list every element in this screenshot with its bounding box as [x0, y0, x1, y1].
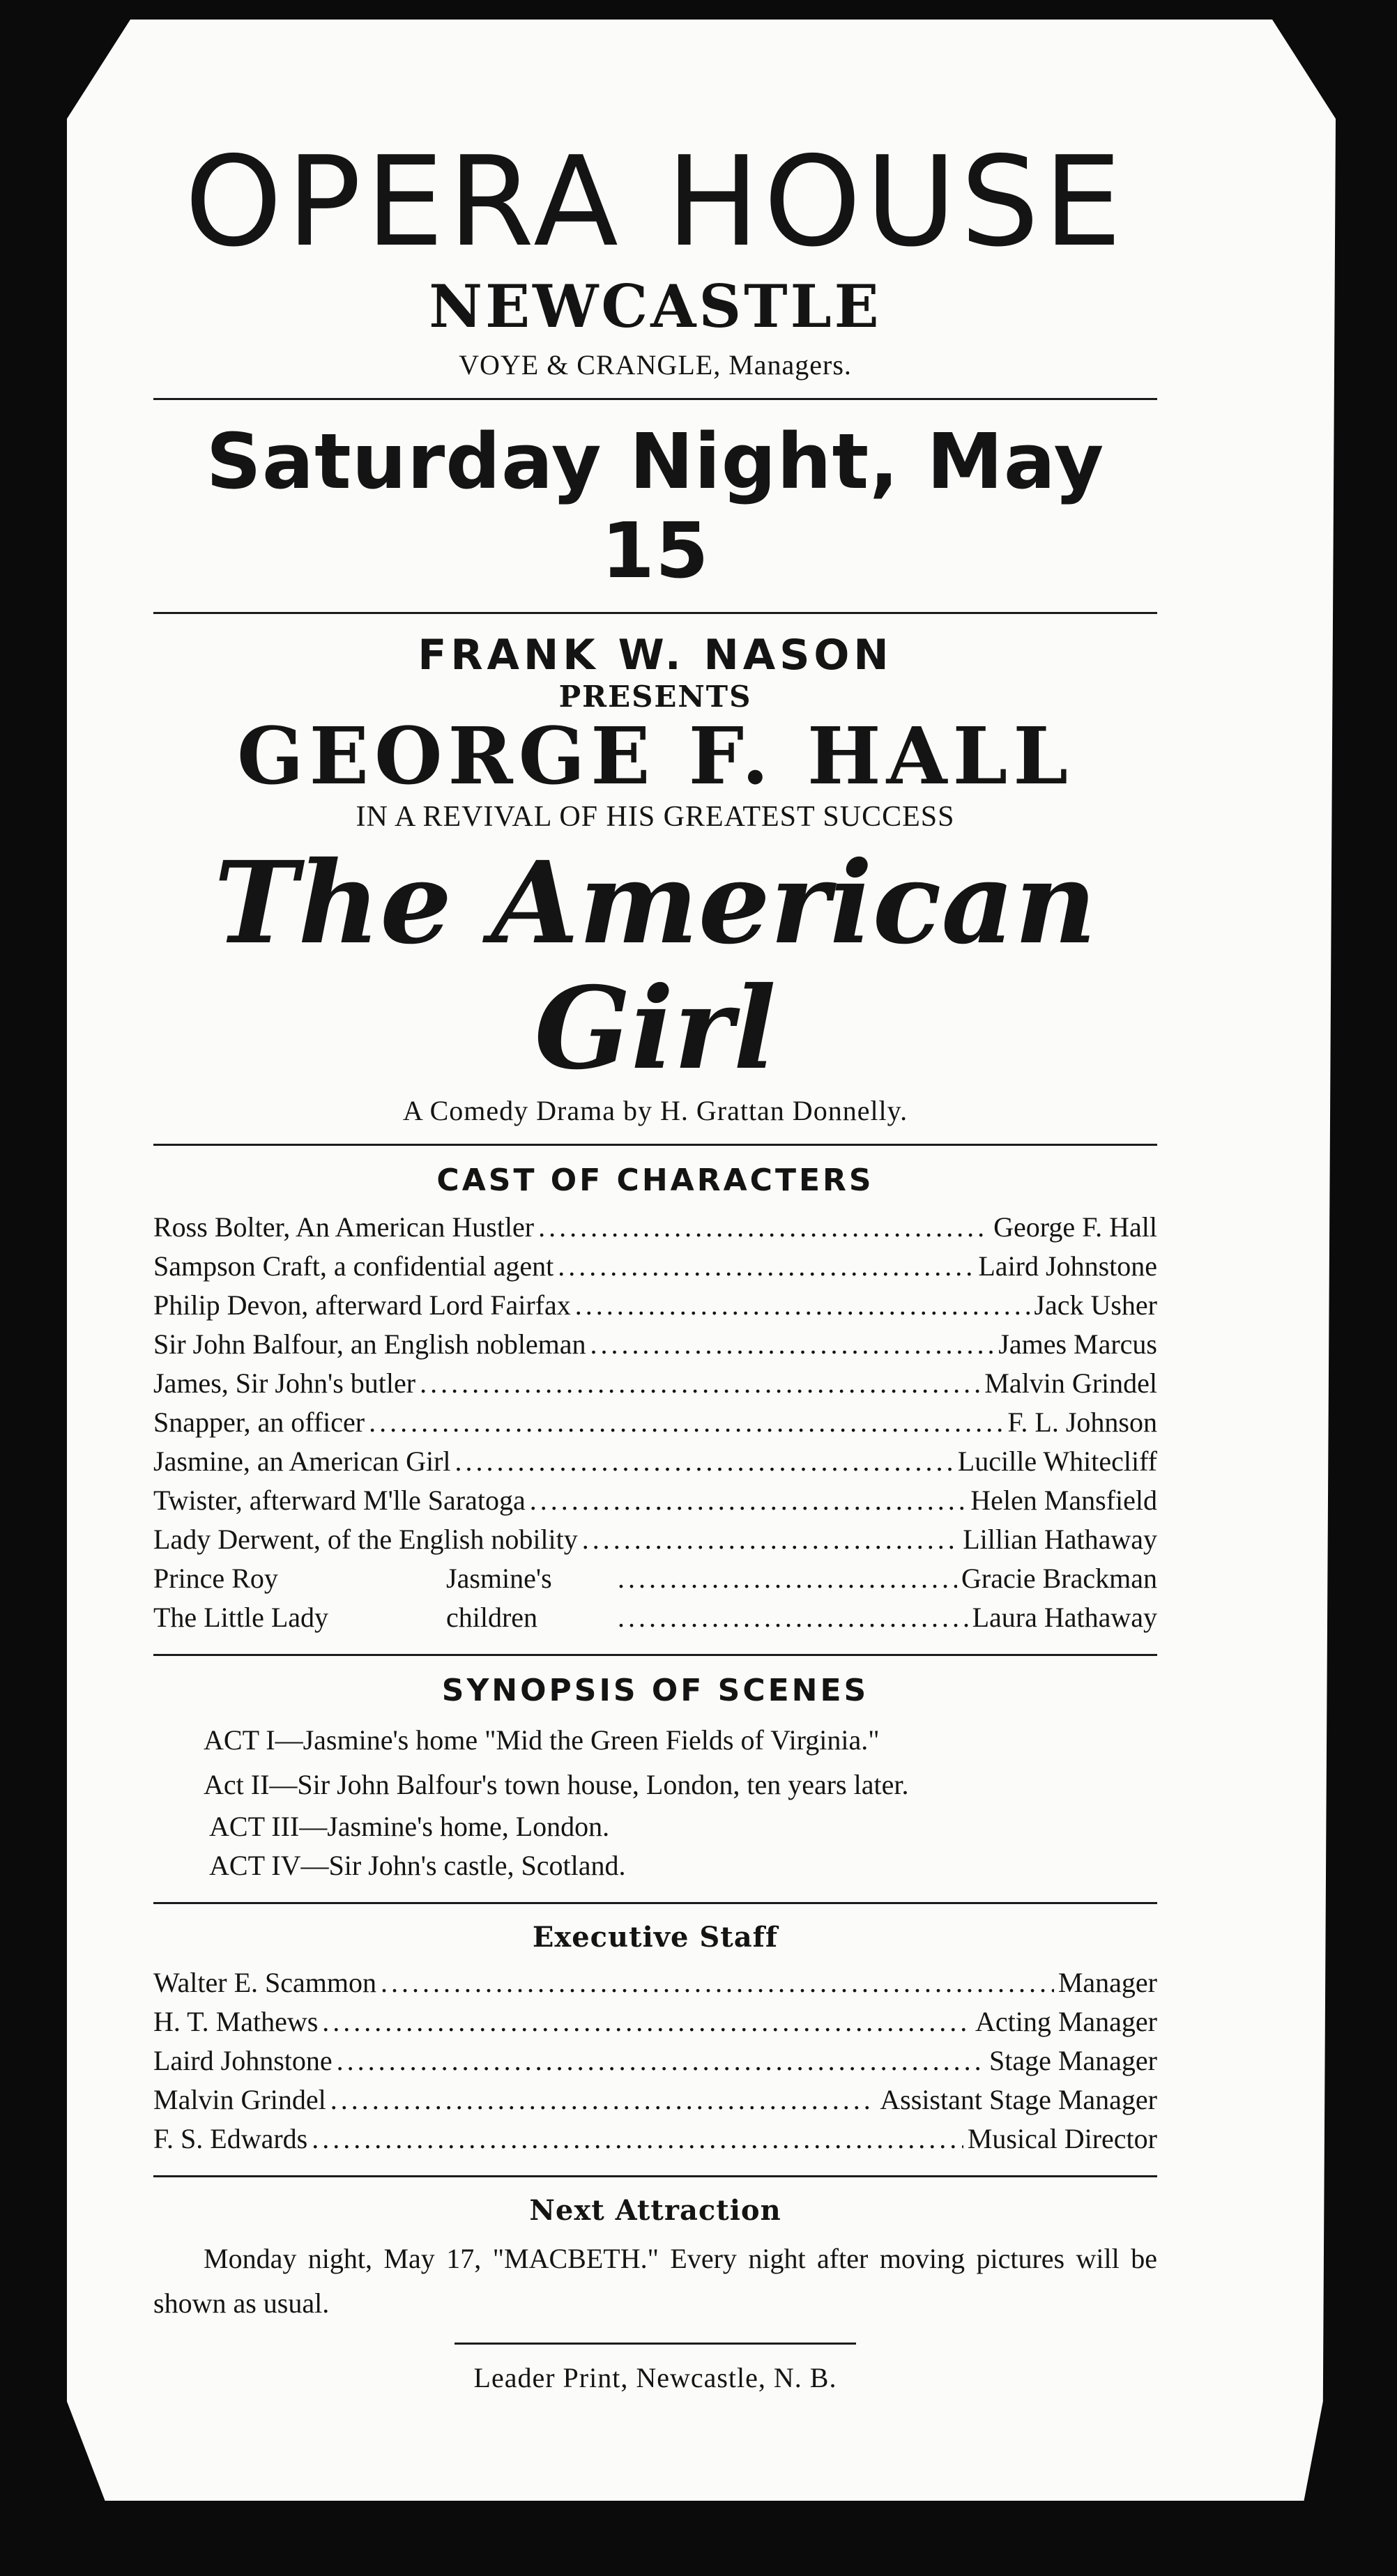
cast-row [153, 1403, 1157, 1442]
leader-dots [618, 1559, 957, 1598]
leader-dots [312, 2119, 963, 2159]
actor: Lillian Hathaway [963, 1524, 1157, 1555]
cast-row [153, 1559, 1157, 1598]
actor: F. L. Johnson [1007, 1406, 1157, 1438]
character: Snapper, an officer [153, 1406, 365, 1438]
revival-line: IN A REVIVAL OF HIS GREATEST SUCCESS [356, 801, 955, 833]
divider [153, 1654, 1157, 1656]
leader-dots [538, 1208, 989, 1247]
staff-title: Assistant Stage Manager [880, 2084, 1157, 2115]
character: Twister, afterward M'lle Saratoga [153, 1485, 526, 1516]
children-group-label: Jasmine's [446, 1563, 552, 1594]
cast-row [153, 1247, 1157, 1286]
staff-name: Laird Johnstone [153, 2045, 333, 2076]
cast-list [153, 1208, 1157, 1637]
divider [455, 2343, 856, 2345]
divider [153, 398, 1157, 400]
cast-heading: CAST OF CHARACTERS [436, 1163, 874, 1198]
staff-title: Acting Manager [975, 2006, 1157, 2037]
character: The Little Lady [153, 1602, 329, 1633]
leader-dots [575, 1286, 1030, 1325]
leader-dots [582, 1520, 959, 1559]
character: Jasmine, an American Girl [153, 1446, 451, 1477]
cast-row [153, 1286, 1157, 1325]
staff-row [153, 2080, 1157, 2119]
leader-dots [618, 1598, 968, 1637]
staff-row [153, 2119, 1157, 2159]
leader-dots [322, 2002, 971, 2041]
leader-dots [381, 1963, 1054, 2002]
actor: Laird Johnstone [978, 1250, 1157, 1282]
leader-dots [590, 1325, 995, 1364]
actor: Jack Usher [1034, 1289, 1157, 1321]
play-title: The American Girl [213, 837, 1097, 1095]
cast-row [153, 1442, 1157, 1481]
staff-title: Manager [1058, 1967, 1157, 1998]
children-group-label: children [446, 1602, 538, 1633]
actor: Gracie Brackman [961, 1563, 1157, 1594]
cast-row [153, 1598, 1157, 1637]
staff-heading: Executive Staff [532, 1921, 779, 1954]
staff-row [153, 2002, 1157, 2041]
venue-title: OPERA HOUSE [184, 130, 1127, 274]
performance-date: Saturday Night, May 15 [206, 417, 1105, 595]
next-attraction-text: Monday night, May 17, "MACBETH." Every night after moving pictures will be shown as usual. [153, 2243, 1157, 2319]
staff-list [153, 1963, 1157, 2159]
playbill-content [153, 105, 1157, 2394]
character: Ross Bolter, An American Hustler [153, 1211, 535, 1243]
star-name: GEORGE F. HALL [236, 711, 1074, 802]
actor: James Marcus [998, 1328, 1157, 1360]
staff-row [153, 1963, 1157, 2002]
character: Philip Devon, afterward Lord Fairfax [153, 1289, 571, 1321]
leader-dots [530, 1481, 967, 1520]
staff-name: H. T. Mathews [153, 2006, 319, 2037]
town-title: NEWCASTLE [429, 272, 882, 341]
actor: Laura Hathaway [972, 1602, 1157, 1633]
divider [153, 1144, 1157, 1146]
act-2: Act II—Sir John Balfour's town house, London, ten years later. [204, 1769, 909, 1800]
author-line: A Comedy Drama by H. Grattan Donnelly. [402, 1095, 908, 1126]
character: Sampson Craft, a confidential agent [153, 1250, 554, 1282]
actor: Lucille Whitecliff [957, 1446, 1157, 1477]
cast-row [153, 1208, 1157, 1247]
character: James, Sir John's butler [153, 1367, 416, 1399]
actor: George F. Hall [993, 1211, 1157, 1243]
divider [153, 612, 1157, 614]
leader-dots [337, 2041, 985, 2080]
cast-row [153, 1325, 1157, 1364]
leader-dots [369, 1403, 1003, 1442]
staff-name: Walter E. Scammon [153, 1967, 377, 1998]
cast-row [153, 1364, 1157, 1403]
cast-row [153, 1520, 1157, 1559]
character: Prince Roy [153, 1563, 278, 1594]
staff-name: F. S. Edwards [153, 2123, 308, 2154]
staff-title: Stage Manager [988, 2045, 1157, 2076]
managers-line: VOYE & CRANGLE, Managers. [459, 349, 852, 381]
act-1: ACT I—Jasmine's home "Mid the Green Fields of Virginia." [204, 1724, 880, 1756]
divider [153, 2175, 1157, 2177]
leader-dots [420, 1364, 980, 1403]
staff-title: Musical Director [967, 2123, 1157, 2154]
act-4: ACT IV—Sir John's castle, Scotland. [209, 1850, 626, 1881]
presenter-name: FRANK W. NASON [418, 631, 893, 680]
leader-dots [330, 2080, 876, 2119]
act-3: ACT III—Jasmine's home, London. [209, 1811, 610, 1842]
character: Sir John Balfour, an English nobleman [153, 1328, 586, 1360]
leader-dots [558, 1247, 974, 1286]
leader-dots [455, 1442, 954, 1481]
divider [153, 1902, 1157, 1904]
presents-label: PRESENTS [558, 680, 752, 714]
actor: Helen Mansfield [970, 1485, 1157, 1516]
staff-row [153, 2041, 1157, 2080]
actor: Malvin Grindel [984, 1367, 1157, 1399]
character: Lady Derwent, of the English nobility [153, 1524, 578, 1555]
cast-row [153, 1481, 1157, 1520]
next-attraction-heading: Next Attraction [529, 2194, 781, 2227]
staff-name: Malvin Grindel [153, 2084, 326, 2115]
synopsis-heading: SYNOPSIS OF SCENES [441, 1673, 869, 1708]
printer-credit: Leader Print, Newcastle, N. B. [473, 2362, 837, 2393]
